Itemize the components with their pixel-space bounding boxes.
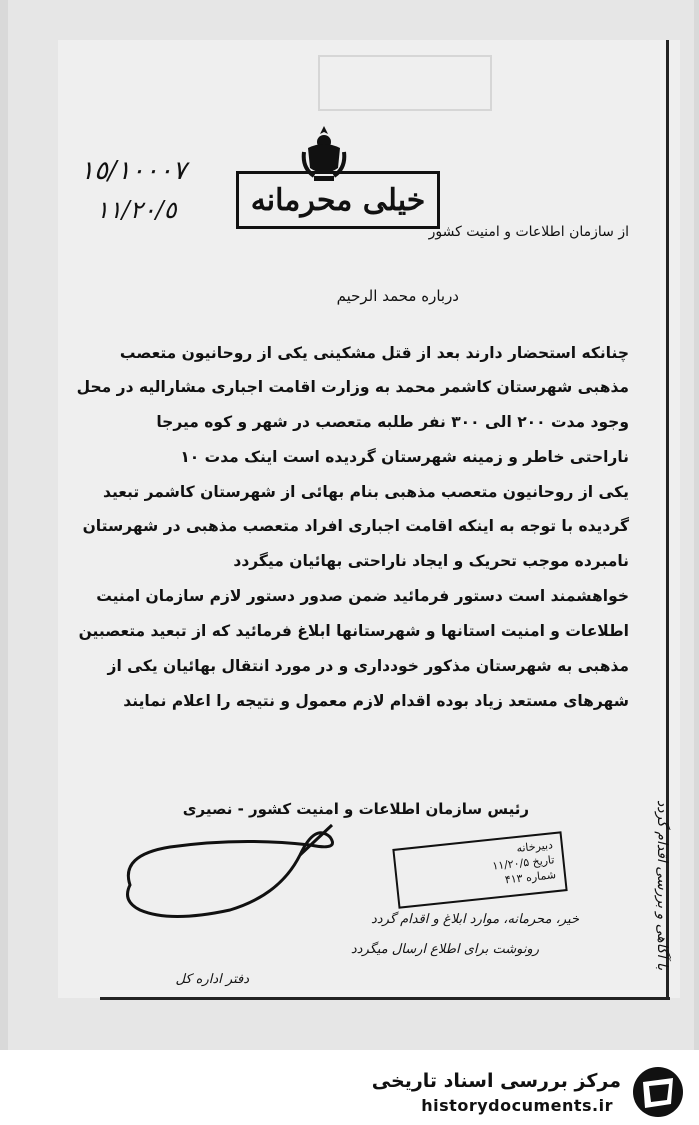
stamp-line: دبیرخانه xyxy=(515,838,554,856)
subject-line: درباره محمد الرحیم xyxy=(336,287,459,305)
body-line: یکی از روحانیون متعصب مذهبی بنام بهائی از شهرستان کاشمر تبعید xyxy=(103,483,629,501)
body-line: مذهبی به شهرستان مذکور خودداری و در مورد انتقال بهائیان یکی از xyxy=(107,657,629,675)
classification-stamp: خیلی محرمانه xyxy=(236,171,440,229)
from-line: از سازمان اطلاعات و امنیت کشور xyxy=(428,224,629,240)
stamp-line: شماره ۴۱۳ xyxy=(504,867,557,887)
footer-title: مرکز بررسی اسناد تاریخی xyxy=(371,1070,621,1092)
handwritten-signature xyxy=(110,815,350,930)
handwritten-note: خیر، محرمانه، موارد ابلاغ و اقدام گردد xyxy=(371,912,579,927)
frame-border-bottom xyxy=(100,997,670,1000)
signature-title: رئیس سازمان اطلاعات و امنیت کشور - نصیری xyxy=(182,800,529,818)
footer-url[interactable]: historydocuments.ir xyxy=(421,1096,613,1115)
reference-date: ١١/٢٠/٥ xyxy=(96,196,177,224)
body-line: گردیده با توجه به اینکه اقامت اجباری افراد متعصب مذهبی در شهرستان xyxy=(82,517,629,535)
body-line: خواهشمند است دستور فرمائید ضمن صدور دستور لازم سازمان امنیت xyxy=(96,587,629,605)
body-line: وجود مدت ۲۰۰ الی ۳۰۰ نفر طلبه متعصب در شهر و کوه میرجا xyxy=(156,413,629,431)
body-line: مذهبی شهرستان کاشمر محمد به وزارت اقامت اجباری مشارالیه در محل xyxy=(76,378,629,396)
margin-note: با آگاهی و بررسی اقدام گردد xyxy=(654,799,670,970)
body-line: شهرهای مستعد زیاد بوده اقدام لازم معمول و نتیجه را اعلام نمایند xyxy=(123,692,629,710)
body-line: نامبرده موجب تحریک و ایجاد ناراحتی بهائیان میگردد xyxy=(233,552,629,570)
archive-logo-icon xyxy=(627,1064,689,1120)
reference-number: ١٥/١٠٠٠٧ xyxy=(80,156,187,186)
body-line: اطلاعات و امنیت استانها و شهرستانها ابلاغ فرمائید که از تبعید متعصبین xyxy=(78,622,629,640)
handwritten-note: دفتر اداره کل xyxy=(175,972,249,987)
handwritten-note: رونوشت برای اطلاع ارسال میگردد xyxy=(350,942,539,957)
faded-stamp-box xyxy=(318,55,492,111)
body-line: چنانکه استحضار دارند بعد از قتل مشکینی یکی از روحانیون متعصب xyxy=(119,344,629,362)
stamp-line: تاریخ ۱۱/۲۰/۵ xyxy=(491,853,555,873)
body-line: ناراحتی خاطر و زمینه شهرستان گردیده است اینک مدت ۱۰ xyxy=(180,448,629,466)
